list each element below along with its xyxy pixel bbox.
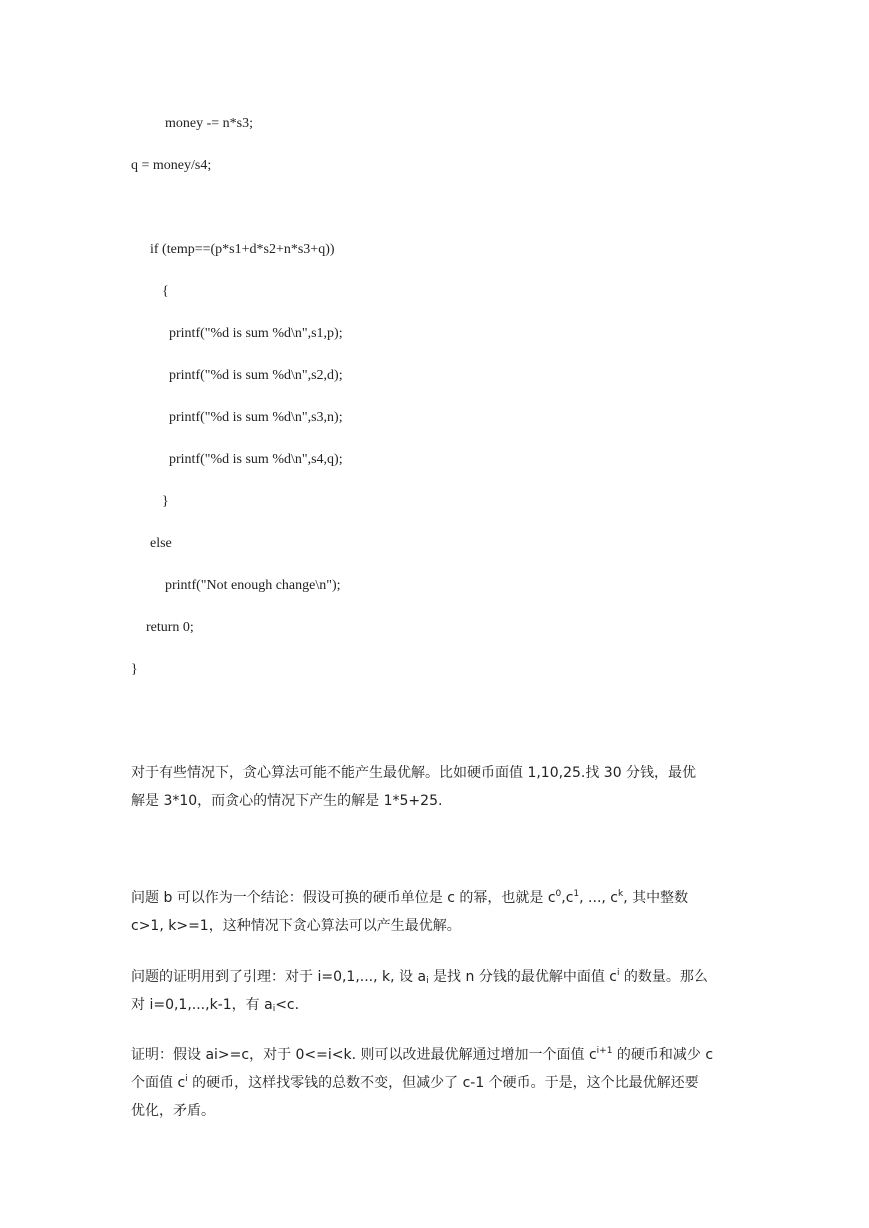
code-line-printf-not-enough: printf("Not enough change\n"); — [165, 578, 341, 593]
code-line-open-brace: { — [162, 284, 169, 299]
paragraph-line: c>1, k>=1，这种情况下贪心算法可以产生最优解。 — [131, 918, 461, 934]
code-line-printf-4: printf("%d is sum %d\n",s4,q); — [169, 452, 343, 467]
paragraph-lemma — [131, 963, 741, 1019]
paragraph-proof — [131, 1041, 741, 1125]
paragraph-power-coins — [131, 884, 741, 940]
code-line-printf-2: printf("%d is sum %d\n",s2,d); — [169, 368, 343, 383]
code-line-q-assign: q = money/s4; — [131, 158, 212, 173]
paragraph-line: 解是 3*10，而贪心的情况下产生的解是 1*5+25. — [131, 793, 443, 809]
paragraph-line: 证明：假设 ai>=c，对于 0<=i<k. 则可以改进最优解通过增加一个面值 $c^{i+1}$ 的硬币和减少 c — [131, 1046, 714, 1063]
code-line-final-brace: } — [131, 662, 138, 677]
paragraph-line: 对 i=0,1,...,k-1，有 $a_i<c$. — [131, 997, 300, 1014]
paragraph-greedy-counterexample — [131, 759, 741, 815]
code-line-close-brace: } — [162, 494, 169, 509]
paragraph-line: 个面值 $c^i$ 的硬币，这样找零钱的总数不变，但减少了 c-1 个硬币。于是，这个比最优解还要 — [131, 1074, 699, 1091]
code-line-money-subtract: money -= n*s3; — [165, 116, 253, 131]
code-line-printf-1: printf("%d is sum %d\n",s1,p); — [169, 326, 343, 341]
code-line-return: return 0; — [146, 620, 194, 635]
paragraph-line: 对于有些情况下，贪心算法可能不能产生最优解。比如硬币面值 1,10,25.找 30 分钱，最优 — [131, 765, 697, 781]
code-line-printf-3: printf("%d is sum %d\n",s3,n); — [169, 410, 343, 425]
paragraph-line: 问题的证明用到了引理：对于 i=0,1,..., k, 设 $a_i$ 是找 n 分钱的最优解中面值 $c^i$ 的数量。那么 — [131, 968, 708, 986]
code-line-if: if (temp==(p*s1+d*s2+n*s3+q)) — [150, 242, 335, 257]
paragraph-line: 问题 b 可以作为一个结论：假设可换的硬币单位是 c 的幂，也就是 $c^0,c^1$, ..., $c^k$, 其中整数 — [131, 889, 689, 906]
code-line-else: else — [150, 536, 172, 551]
paragraph-line: 优化，矛盾。 — [131, 1103, 215, 1119]
